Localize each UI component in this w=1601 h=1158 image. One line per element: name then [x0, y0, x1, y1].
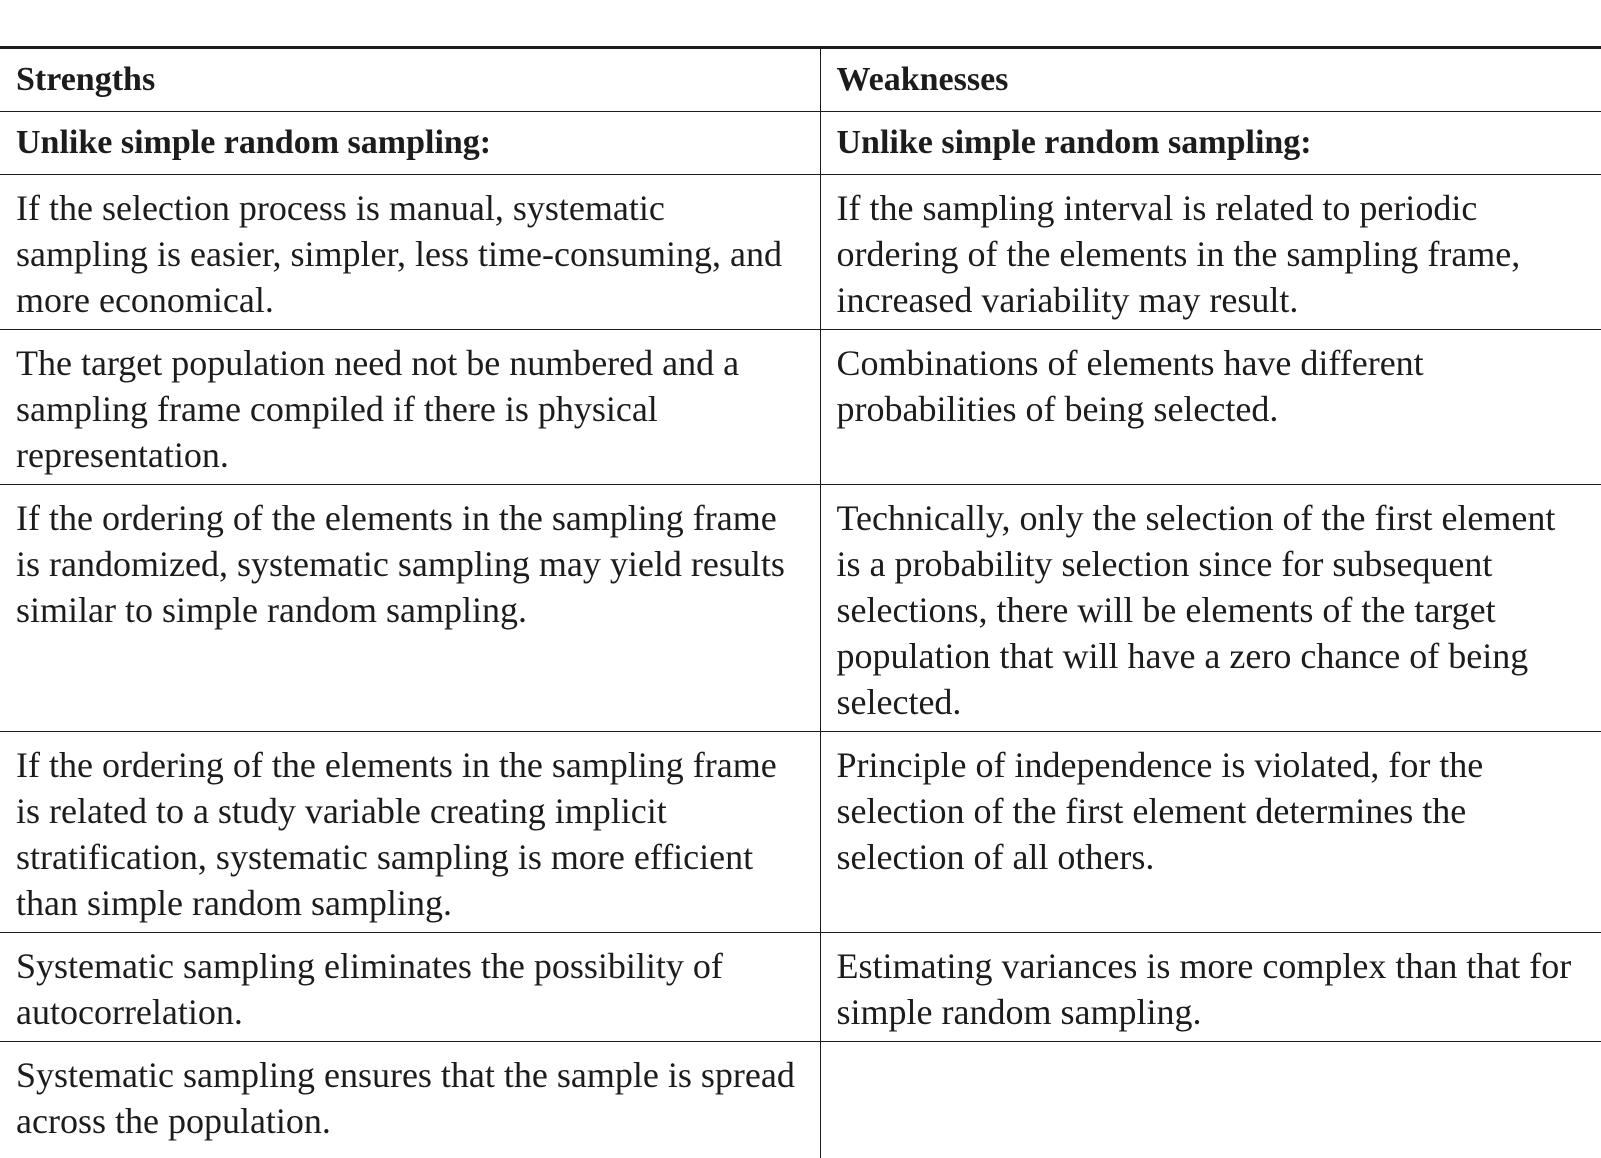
table-row	[0, 732, 1601, 933]
table-row	[0, 485, 1601, 732]
strength-cell: If the ordering of the elements in the sampling frame is randomized, systematic sampling may yield results similar to simple random sampling.	[0, 485, 820, 732]
table-row	[0, 330, 1601, 485]
strength-cell: Systematic sampling eliminates the possibility of autocorrelation.	[0, 933, 820, 1042]
table-header-row	[0, 48, 1601, 112]
strengths-weaknesses-table	[0, 46, 1601, 1158]
table-subheader-row	[0, 112, 1601, 175]
weakness-cell: Estimating variances is more complex than that for simple random sampling.	[820, 933, 1601, 1042]
weakness-cell: Combinations of elements have different probabilities of being selected.	[820, 330, 1601, 485]
subheader-strengths: Unlike simple random sampling:	[0, 112, 820, 175]
weakness-cell: If the sampling interval is related to periodic ordering of the elements in the sampling frame, increased variability may result.	[820, 175, 1601, 330]
table-row	[0, 1042, 1601, 1158]
header-strengths: Strengths	[0, 48, 820, 112]
strength-cell: If the ordering of the elements in the sampling frame is related to a study variable creating implicit stratification, systematic sampling is more efficient than simple random sampling.	[0, 732, 820, 933]
subheader-weaknesses: Unlike simple random sampling:	[820, 112, 1601, 175]
table-row	[0, 933, 1601, 1042]
strength-cell: The target population need not be numbered and a sampling frame compiled if there is physical representation.	[0, 330, 820, 485]
strength-cell: Systematic sampling ensures that the sample is spread across the population.	[0, 1042, 820, 1158]
weakness-cell: Principle of independence is violated, for the selection of the first element determines the selection of all others.	[820, 732, 1601, 933]
weakness-cell: Technically, only the selection of the first element is a probability selection since for subsequent selections, there will be elements of the target population that will have a zero chance of being selected.	[820, 485, 1601, 732]
table-row	[0, 175, 1601, 330]
weakness-cell	[820, 1042, 1601, 1158]
strength-cell: If the selection process is manual, systematic sampling is easier, simpler, less time-consuming, and more economical.	[0, 175, 820, 330]
header-weaknesses: Weaknesses	[820, 48, 1601, 112]
